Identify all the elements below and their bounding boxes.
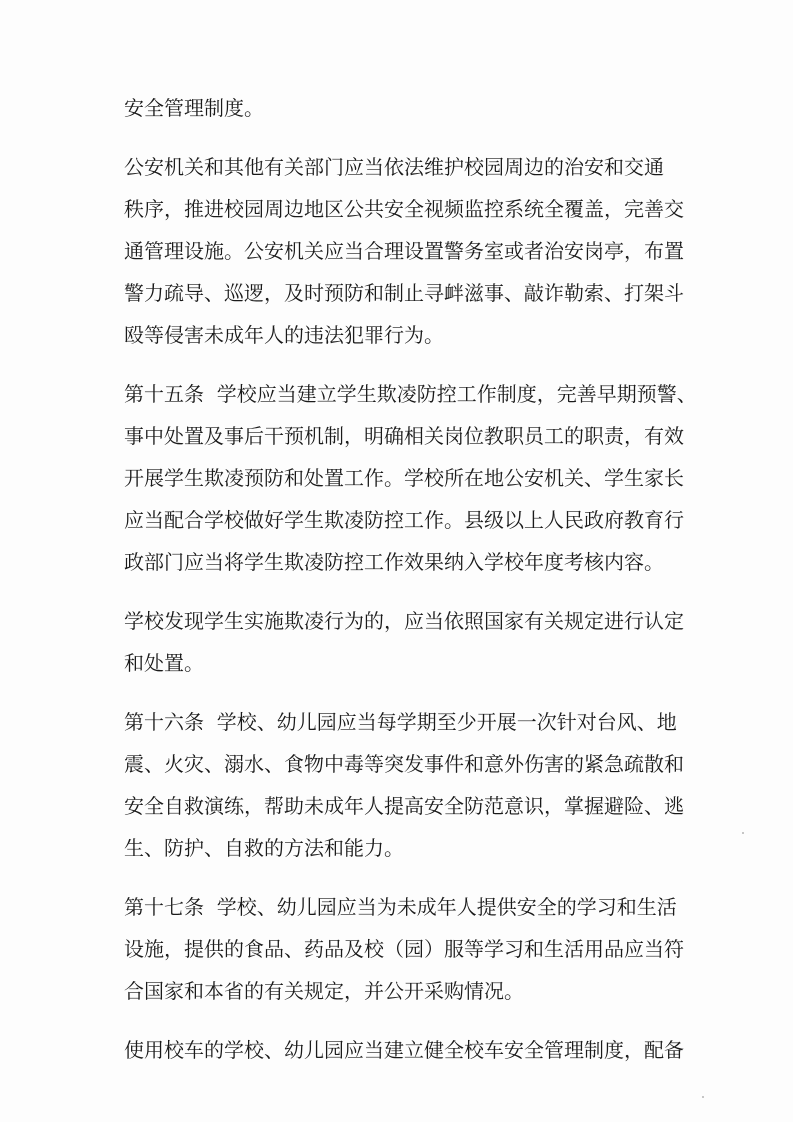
text-line: 安全管理制度。: [124, 96, 264, 120]
text-line: 和处置。: [124, 651, 204, 675]
text-line: 开展学生欺凌预防和处置工作。学校所在地公安机关、学生家长: [124, 466, 684, 490]
text-line: 安全自救演练，帮助未成年人提高安全防范意识，掌握避险、逃: [124, 794, 684, 818]
paragraph-article-16: [124, 701, 694, 869]
text-line: 秩序，推进校园周边地区公共安全视频监控系统全覆盖，完善交: [124, 197, 684, 221]
paragraph-article-17: [124, 886, 694, 1012]
text-line: 事中处置及事后干预机制，明确相关岗位教职员工的职责，有效: [124, 424, 684, 448]
paragraph-article-15: [124, 373, 697, 583]
paragraph-4: [124, 600, 694, 684]
scan-speck: [742, 832, 744, 834]
text-line: 设施，提供的食品、药品及校（园）服等学习和生活用品应当符: [124, 937, 684, 961]
text-line: 震、火灾、溺水、食物中毒等突发事件和意外伤害的紧急疏散和: [124, 752, 684, 776]
paragraph-2: [124, 146, 694, 356]
text-line: 合国家和本省的有关规定，并公开采购情况。: [124, 979, 524, 1003]
text-line: 政部门应当将学生欺凌防控工作效果纳入学校年度考核内容。: [124, 550, 664, 574]
document-body: [124, 87, 697, 1088]
text-line: 公安机关和其他有关部门应当依法维护校园周边的治安和交通: [124, 155, 664, 179]
scan-speck: [702, 1096, 704, 1098]
text-line: 警力疏导、巡逻，及时预防和制止寻衅滋事、敲诈勒索、打架斗: [124, 281, 684, 305]
paragraph-7: [124, 1029, 694, 1071]
text-line: 生、防护、自救的方法和能力。: [124, 836, 404, 860]
text-line: 殴等侵害未成年人的违法犯罪行为。: [124, 323, 444, 347]
text-line: 应当配合学校做好学生欺凌防控工作。县级以上人民政府教育行: [124, 508, 684, 532]
text-line: 使用校车的学校、幼儿园应当建立健全校车安全管理制度，配备: [124, 1038, 684, 1062]
text-line: 第十五条 学校应当建立学生欺凌防控工作制度，完善早期预警、: [124, 382, 697, 406]
text-line: 第十七条 学校、幼儿园应当为未成年人提供安全的学习和生活: [124, 895, 677, 919]
text-line: 第十六条 学校、幼儿园应当每学期至少开展一次针对台风、地: [124, 710, 677, 734]
paragraph-1: [124, 87, 694, 129]
text-line: 通管理设施。公安机关应当合理设置警务室或者治安岗亭，布置: [124, 239, 684, 263]
text-line: 学校发现学生实施欺凌行为的，应当依照国家有关规定进行认定: [124, 609, 684, 633]
